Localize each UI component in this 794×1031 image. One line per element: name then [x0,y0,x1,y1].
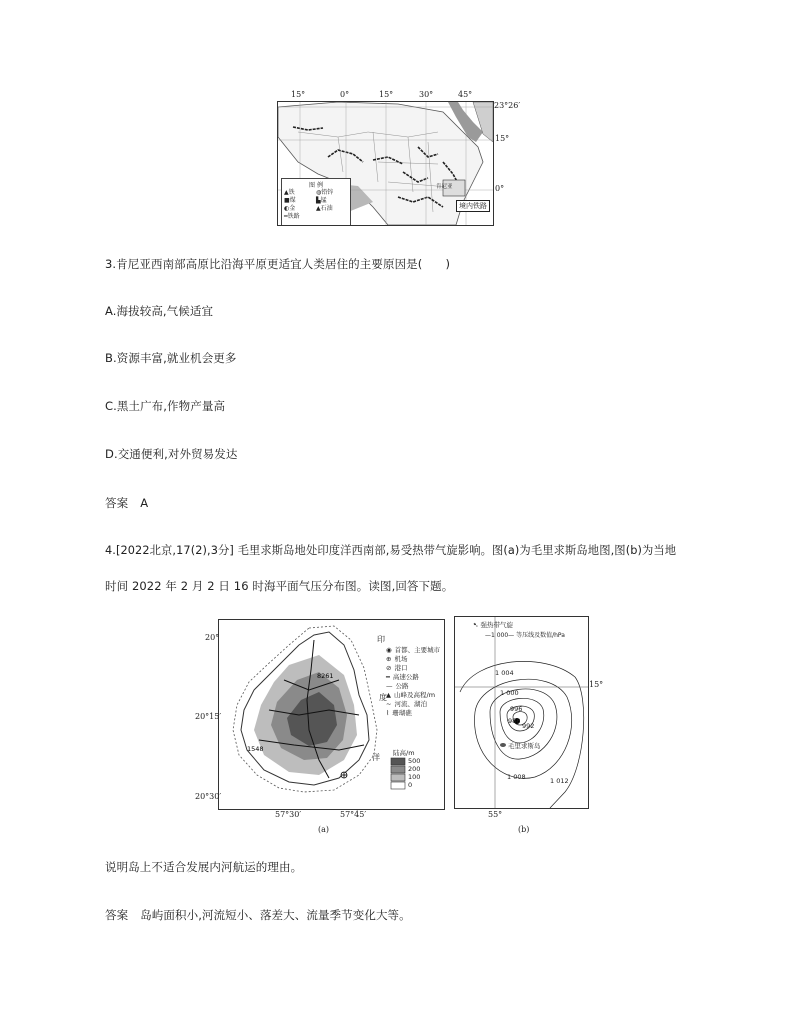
mauritius-map-figure [218,619,445,810]
answer-value: A [140,496,149,510]
legend-item-oil: ▲石油 [316,205,333,212]
pressure-map-figure [454,616,589,809]
africa-legend [281,178,351,226]
fig-a-caption: (a) [318,825,330,834]
fig-a-lat-20: 20° [205,633,220,642]
isobar-label-1008: 1 008 [507,773,526,781]
fig-a-lon-57-45: 57°45′ [340,810,367,819]
legend-item-gold: ◐金 [284,205,296,212]
question3-option-d: D.交通便利,对外贸易发达 [105,447,238,461]
isobar-label-988: 988 [508,717,521,725]
elev-label-200: 200 [408,765,421,773]
legend-peak: ▲ 山峰及高程/m [386,691,436,699]
island-label: 毛里求斯岛 [508,742,541,750]
fig-b-caption: (b) [518,825,530,834]
storm-legend-icon: ➷ [473,621,479,629]
isobar-label-992: 992 [522,722,535,730]
question4-stem-line1: 4.[2022北京,17(2),3分] 毛里求斯岛地处印度洋西南部,易受热带气旋影响。图(a)为毛里求斯岛地图,图(b)为当地 [105,544,677,557]
legend-item-lead-zinc: ◍铅锌 [316,189,334,196]
elev-label-0: 0 [408,781,413,789]
storm-legend: ➷ 强热带气旋 [473,621,514,629]
lon-label-45e: 45° [458,90,473,99]
legend-item-coal: ■煤 [284,197,296,204]
lon-label-0: 0° [340,90,350,99]
isobar-legend: —1 000— 等压线及数值/hPa [485,632,565,639]
sea-label-yin: 印 [377,635,385,644]
elev-swatch-100 [391,774,405,781]
legend-item-iron: ▲铁 [284,189,295,196]
question4-answer [105,907,411,923]
fig-b-lat-15: 15° [589,680,604,689]
peak-label-west: 1548 [247,745,264,753]
lon-label-15e: 15° [379,90,394,99]
legend-item-manganese: ▙锰 [316,197,327,204]
legend-river: ~ 河流、湖泊 [386,700,427,708]
elev-label-500: 500 [408,757,421,765]
island-shape [500,743,506,747]
sea-label-du: 度 [379,693,387,702]
elevation-title: 陆高/m [393,749,415,757]
lon-label-30e: 30° [419,90,434,99]
elev-swatch-200 [391,766,405,773]
fig-a-lat-20-30: 20°30′ [195,792,222,801]
lat-label-15n: 15° [495,134,510,143]
elev-swatch-500 [391,758,405,765]
question3-answer [105,495,148,511]
fig-b-lon-55: 55° [488,810,503,819]
legend-road: — 公路 [386,682,409,690]
legend-highway: ━ 高速公路 [386,673,419,681]
question3-stem: 3.肯尼亚西南部高原比沿海平原更适宜人类居住的主要原因是( ) [105,257,451,271]
legend-capital: ◉ 首都、主要城市 [386,646,441,654]
fig-a-lat-20-15: 20°15′ [195,712,222,721]
question4-stem-line2: 时间 2022 年 2 月 2 日 16 时海平面气压分布图。读图,回答下题。 [105,579,454,593]
legend-item-railway: ━铁路 [284,213,300,220]
lat-label-0: 0° [495,184,505,193]
elev-label-100: 100 [408,773,421,781]
legend-port: ⊘ 港口 [386,664,408,672]
question3-option-b: B.资源丰富,就业机会更多 [105,351,237,365]
isobar-label-1004: 1 004 [495,669,514,677]
sea-label-yang: 洋 [372,753,380,762]
kenya-label: 肯尼亚 [436,184,453,190]
question3-option-c: C.黑土广布,作物产量高 [105,399,226,413]
isobar-label-1012: 1 012 [550,777,569,785]
africa-map-figure [277,101,494,226]
peak-label-north: 8261 [317,672,334,680]
lon-label-15w: 15° [291,90,306,99]
isobar-label-1000: 1 000 [500,689,519,697]
legend-coral: ⌇ 珊瑚礁 [386,709,412,717]
question3-option-a: A.海拔较高,气候适宜 [105,304,214,318]
isobar-1012 [460,661,584,808]
elev-swatch-0 [391,782,405,789]
answer-label: 答案 [105,908,129,922]
legend-airport: ⊕ 机场 [386,655,408,663]
answer-label: 答案 [105,496,129,510]
lat-label-tropic: 23°26′ [494,101,521,110]
fig-a-lon-57-30: 57°30′ [275,810,302,819]
question4-sub-question: 说明岛上不适合发展内河航运的理由。 [105,860,303,874]
railway-box-label: 境内铁路 [456,200,490,212]
answer-value: 岛屿面积小,河流短小、落差大、流量季节变化大等。 [140,908,411,922]
legend-title: 图 例 [309,182,323,189]
isobar-lines [460,661,584,808]
isobar-label-996: 996 [510,705,523,713]
mauritius-legend [386,646,442,718]
